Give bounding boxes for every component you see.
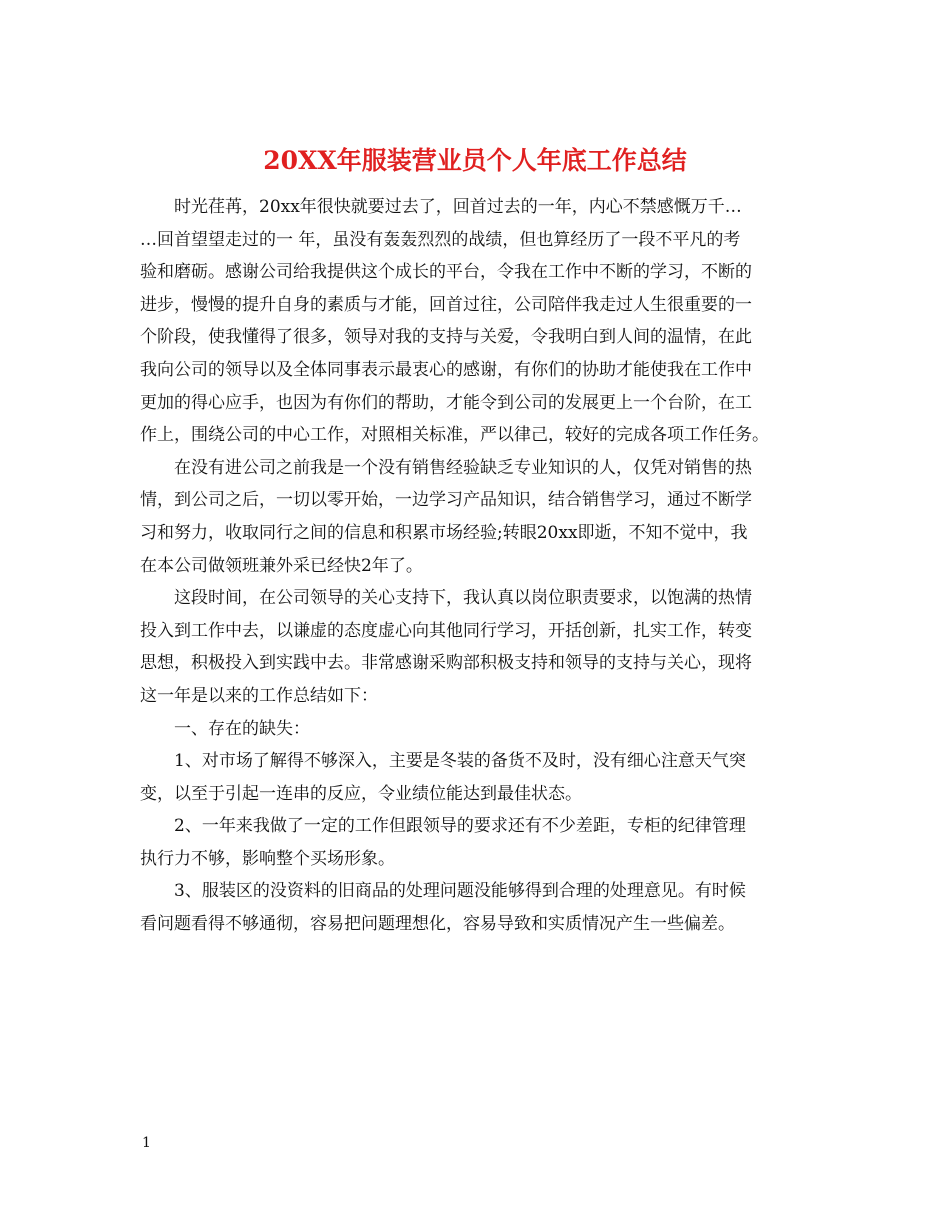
paragraph-line: 在本公司做领班兼外采已经快2年了。 [140,555,423,576]
paragraph-line: 个阶段，使我懂得了很多，领导对我的支持与关爱，令我明白到人间的温情，在此 [140,327,752,348]
paragraph-line: 思想，积极投入到实践中去。非常感谢采购部积极支持和领导的支持与关心，现将 [140,653,752,674]
paragraph-line: 一、存在的缺失： [174,718,310,739]
document-title: 20XX年服装营业员个人年底工作总结 [263,146,687,175]
paragraph-line: 更加的得心应手，也因为有你们的帮助，才能令到公司的发展更上一个台阶，在工 [140,392,752,413]
paragraph-line: 1、对市场了解得不够深入，主要是冬装的备货不及时，没有细心注意天气突 [174,751,746,772]
paragraph-line: 情，到公司之后，一切以零开始，一边学习产品知识，结合销售学习，通过不断学 [140,490,752,511]
paragraph-line: …回首望望走过的一 年，虽没有轰轰烈烈的战绩，但也算经历了一段不平凡的考 [140,229,741,250]
paragraph-line: 看问题看得不够通彻，容易把问题理想化，容易导致和实质情况产生一些偏差。 [140,914,735,935]
paragraph-line: 变，以至于引起一连串的反应，令业绩位能达到最佳状态。 [140,783,582,804]
paragraph-line: 这一年是以来的工作总结如下： [140,685,378,706]
paragraph-line: 执行力不够，影响整个买场形象。 [140,848,395,869]
paragraph-line: 这段时间，在公司领导的关心支持下，我认真以岗位职责要求，以饱满的热情 [174,588,752,609]
document-body [140,191,830,941]
paragraph-line: 在没有进公司之前我是一个没有销售经验缺乏专业知识的人，仅凭对销售的热 [174,457,752,478]
paragraph-line: 投入到工作中去，以谦虚的态度虚心向其他同行学习，开括创新，扎实工作，转变 [140,620,752,641]
paragraph-line: 习和努力，收取同行之间的信息和积累市场经验;转眼20xx即逝，不知不觉中，我 [140,522,748,543]
paragraph-line: 验和磨砺。感谢公司给我提供这个成长的平台，令我在工作中不断的学习，不断的 [140,262,752,283]
paragraph-line: 进步，慢慢的提升自身的素质与才能，回首过往，公司陪伴我走过人生很重要的一 [140,294,752,315]
page-number: 1 [142,1135,151,1151]
paragraph-line: 时光荏苒，20xx年很快就要过去了，回首过去的一年，内心不禁感慨万千… [174,197,742,217]
paragraph-line: 作上，围绕公司的中心工作，对照相关标准，严以律己，较好的完成各项工作任务。 [140,425,769,446]
paragraph-line: 2、一年来我做了一定的工作但跟领导的要求还有不少差距，专柜的纪律管理 [174,816,746,837]
paragraph-line: 3、服装区的没资料的旧商品的处理问题没能够得到合理的处理意见。有时候 [174,881,746,902]
paragraph-line: 我向公司的领导以及全体同事表示最衷心的感谢，有你们的协助才能使我在工作中 [140,359,752,380]
